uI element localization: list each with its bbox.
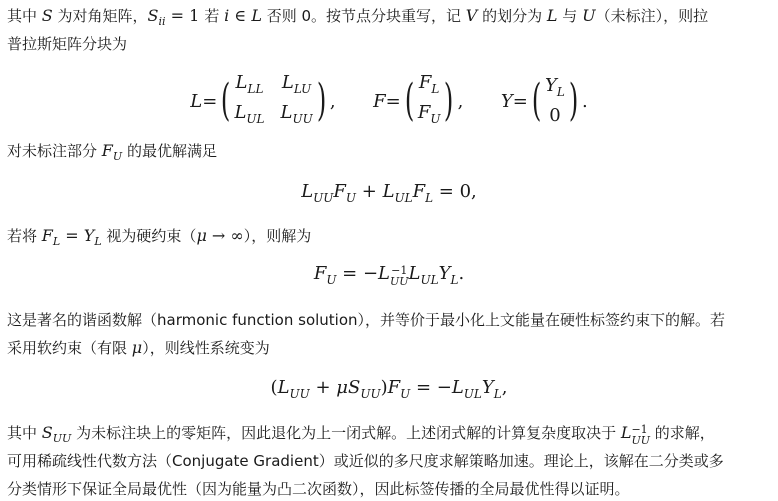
matrix-cell-LLU: $L_{LU}$ [281, 72, 312, 96]
math-var-V: V [465, 6, 478, 25]
paragraph-1-line-1 [7, 6, 774, 32]
left-paren: ( [531, 75, 542, 126]
math-subscript: U [112, 150, 123, 163]
math-var-L: L [190, 90, 203, 112]
math-var-Y: Y [83, 226, 95, 245]
vector-cell-FU: $F_U$ [417, 102, 441, 126]
text-run: 其中 [7, 424, 42, 442]
paragraph-4-line-2 [7, 338, 774, 358]
vector-cell-FL: $F_L$ [418, 72, 440, 96]
math-subscript: L [94, 235, 102, 248]
matrix-cell-LUU: $L_{UU}$ [280, 102, 313, 126]
equation-Y-definition [501, 75, 588, 127]
math-comma: , [457, 90, 464, 112]
paragraph-5-line-1: 其中 $S_{UU}$ 为未标注块上的零矩阵，因此退化为上一闭式解。上述闭式解的计算复杂度取决于 L −1 UU 的求解， [7, 423, 715, 447]
equation-block-matrices [0, 72, 778, 130]
Y-block-vector [528, 75, 582, 127]
text-run: 若将 [7, 227, 42, 245]
text-run: 的求解， [650, 424, 715, 442]
math-var-U: U [582, 6, 596, 25]
text-run: 否则 0。按节点分块重写，记 [261, 7, 466, 25]
math-var-S: S [147, 6, 159, 25]
matrix-cell-LUL: $L_{UL}$ [234, 102, 265, 126]
text-run: ），则解为 [243, 227, 312, 245]
text-run: ），则线性系统变为 [142, 339, 270, 357]
paragraph-2 [7, 141, 774, 167]
math-subscript: L [52, 235, 61, 248]
text-run: 视为硬约束（ [101, 227, 197, 245]
equation-soft-constraint: $(L_{UU} + \mu S_{UU})F_U = -L_{UL}Y_L$, [270, 377, 508, 401]
right-paren: ) [568, 75, 579, 126]
matrix-cell-LLL: $L_{LL}$ [235, 72, 264, 96]
paragraph-4-line-1: 这是著名的谐函数解（harmonic function solution），并等价于最小化上文能量在硬性标签约束下的解。若 [7, 311, 726, 329]
equation-F-definition [373, 72, 463, 130]
math-var-i: i [224, 6, 230, 25]
paragraph-5-line-2: 可用稀疏线性代数方法（Conjugate Gradient）或近似的多尺度求解策略加速。理论上，该解在二分类或多 [7, 452, 724, 470]
F-block-vector [401, 72, 458, 130]
text-run: 若 [204, 7, 225, 25]
paragraph-1-line-2: 普拉斯矩阵分块为 [7, 35, 128, 53]
math-equals: = [60, 226, 84, 245]
text-run: （未标注），则拉 [595, 7, 709, 25]
math-subscript: UU [52, 432, 72, 445]
math-in-symbol: ∈ [229, 6, 252, 25]
text-run: 采用软约束（有限 [7, 339, 132, 357]
math-subscript: ii [158, 15, 166, 28]
laplacian-block-matrix [217, 72, 330, 130]
right-paren: ) [316, 75, 326, 126]
equation-optimality: $L_{UU}F_U + L_{UL}F_L = 0$, [301, 181, 477, 205]
vector-cell-YL: $Y_L$ [544, 75, 565, 99]
text-run: 其中 [7, 7, 42, 25]
vector-cell-zero: 0 [549, 105, 561, 126]
math-equals: = [385, 90, 401, 112]
right-paren: ) [444, 75, 454, 126]
equation-L-definition [190, 72, 335, 130]
text-run: 的划分为 [477, 7, 547, 25]
math-var-F: F [41, 226, 53, 245]
math-comma: , [329, 90, 336, 112]
text-run: 的最优解满足 [122, 142, 217, 160]
paragraph-5-line-3: 分类情形下保证全局最优性（因为能量为凸二次函数），因此标签传播的全局最优性得以证明。 [7, 480, 630, 498]
math-equals-one: = 1 [165, 6, 205, 25]
math-var-mu: μ [196, 226, 207, 245]
math-var-F: F [373, 90, 386, 112]
math-arrow-infinity: → ∞ [206, 226, 244, 245]
text-run: 与 [557, 7, 583, 25]
text-run: 为对角矩阵， [52, 7, 148, 25]
text-run: 对未标注部分 [7, 142, 102, 160]
paragraph-3 [7, 226, 774, 252]
left-paren: ( [404, 75, 414, 126]
text-run: 为未标注块上的零矩阵，因此退化为上一闭式解。上述闭式解的计算复杂度取决于 [71, 424, 621, 442]
math-var-L: L [546, 6, 558, 25]
math-var-L: L [251, 6, 262, 25]
math-equals: = [512, 90, 528, 112]
math-var-mu: μ [131, 338, 143, 357]
math-equals: = [202, 90, 218, 112]
math-var-S: S [41, 423, 53, 442]
math-var-S: S [41, 6, 53, 25]
math-var-F: F [101, 141, 113, 160]
math-var-L: L [620, 423, 632, 442]
math-var-Y: Y [500, 90, 513, 112]
equation-harmonic-solution: $F_U = -L$ −1 UU $L_{UL}Y_L$. [313, 263, 465, 288]
left-paren: ( [221, 75, 231, 126]
math-period: . [582, 90, 588, 112]
